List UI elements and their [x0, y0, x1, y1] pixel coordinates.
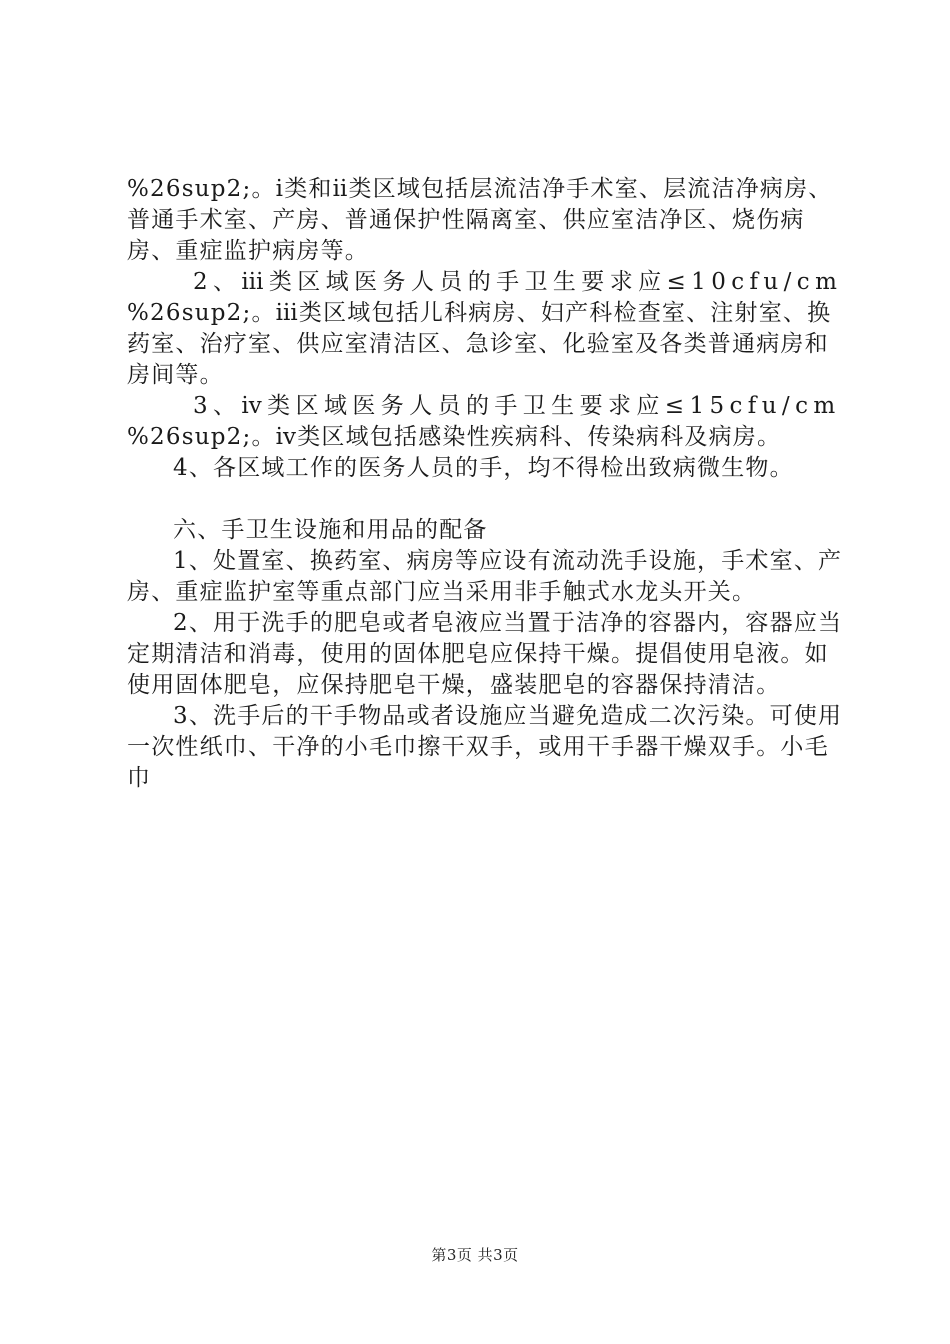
paragraph-8-soap: 2、用于洗手的肥皂或者皂液应当置于洁净的容器内，容器应当定期清洁和消毒，使用的固体肥皂应保持干燥。提倡使用皂液。如使用固体肥皂，应保持肥皂干燥，盛装肥皂的容器保持清洁。 — [127, 610, 843, 698]
paragraph-7-washing-facilities: 1、处置室、换药室、病房等应设有流动洗手设施，手术室、产房、重症监护室等重点部门应当采用非手触式水龙头开关。 — [127, 548, 843, 605]
document-body — [127, 174, 843, 794]
section-heading-facilities: 六、手卫生设施和用品的配备 — [173, 517, 488, 543]
paragraph-2-class-iii-requirement: 2、ⅲ类区域医务人员的手卫生要求应≤10cfu/cm — [193, 269, 843, 295]
paragraph-1-class-areas: %26sup2;。ⅰ类和ⅱ类区域包括层流洁净手术室、层流洁净病房、普通手术室、产房、普通保护性隔离室、供应室洁净区、烧伤病房、重症监护病房等。 — [127, 176, 833, 264]
page-number-footer: 第3页 共3页 — [431, 1246, 519, 1264]
paragraph-4-class-iv-requirement: 3、ⅳ类区域医务人员的手卫生要求应≤15cfu/cm — [193, 393, 841, 419]
paragraph-3-class-iii-areas: %26sup2;。ⅲ类区域包括儿科病房、妇产科检查室、注射室、换药室、治疗室、供应室清洁区、急诊室、化验室及各类普通病房和房间等。 — [127, 300, 832, 388]
paragraph-6-no-pathogens: 4、各区域工作的医务人员的手，均不得检出致病微生物。 — [173, 455, 794, 481]
paragraph-9-hand-drying: 3、洗手后的干手物品或者设施应当避免造成二次污染。可使用一次性纸巾、干净的小毛巾擦干双手，或用干手器干燥双手。小毛巾 — [127, 703, 843, 791]
paragraph-5-class-iv-areas: %26sup2;。ⅳ类区域包括感染性疾病科、传染病科及病房。 — [127, 424, 782, 450]
